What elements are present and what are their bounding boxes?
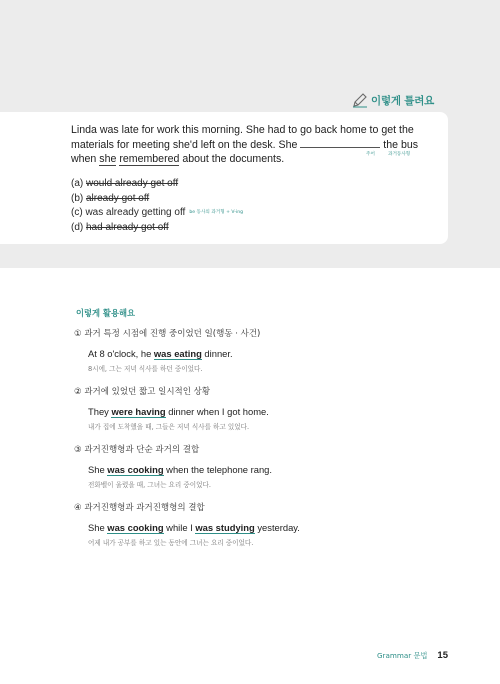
usage-item-3 — [74, 443, 374, 489]
usage-head: ① 과거 특정 시점에 진행 중이었던 일(행동 · 사건) — [74, 329, 261, 339]
option-c: (c) was already getting off $^{be 동사의 과거형 + V-ing}$ — [71, 207, 244, 218]
usage-title: 이렇게 활용해요 — [76, 308, 135, 318]
option-b: (b) already got off — [71, 192, 150, 204]
tag-label: 이렇게 틀려요 — [371, 94, 435, 107]
usage-translation: 전화벨이 울렸을 때, 그녀는 요리 중이었다. — [88, 481, 211, 489]
question-part3: about the documents. — [179, 153, 285, 165]
usage-example: She was cooking when the telephone rang. — [88, 464, 272, 475]
usage-translation: 어제 내가 공부를 하고 있는 동안에 그녀는 요리 중이었다. — [88, 539, 254, 547]
footer-label: Grammar 문법 — [376, 651, 428, 660]
subject-word: she — [99, 153, 117, 165]
answer-blank — [300, 138, 380, 148]
note-subject: 주어 — [366, 152, 375, 157]
usage-example: They were having dinner when I got home. — [88, 406, 269, 417]
option-a: (a) would already get off — [71, 178, 179, 189]
page-number: 15 — [437, 650, 448, 661]
option-c-note: be 동사의 과거형 + V-ing — [189, 210, 244, 215]
page-footer — [377, 650, 448, 661]
question-part1: Linda was late for work this morning. She had to go back home to get the materials for meeting she'd left on the desk. She — [71, 124, 414, 151]
options-list — [71, 177, 243, 235]
note-verb: 과거동사형 — [388, 152, 411, 157]
usage-example: At 8 o'clock, he was eating dinner. — [88, 348, 233, 359]
option-d: (d) had already got off — [71, 221, 169, 233]
verb-word: remembered — [119, 153, 180, 165]
usage-item-2 — [74, 385, 374, 431]
usage-item-4 — [74, 501, 374, 547]
usage-head: ② 과거에 있었던 짧고 일시적인 상황 — [74, 387, 211, 397]
usage-head: ③ 과거진행형과 단순 과거의 결합 — [74, 445, 200, 455]
usage-translation: 8시에, 그는 저녁 식사를 하던 중이었다. — [88, 365, 203, 373]
mistake-tag — [352, 92, 434, 108]
question-text — [71, 123, 441, 167]
pencil-icon — [352, 92, 368, 108]
usage-example: She was cooking while I was studying yesterday. — [88, 522, 300, 533]
usage-item-1 — [74, 327, 374, 373]
usage-translation: 내가 집에 도착했을 때, 그들은 저녁 식사를 하고 있었다. — [88, 423, 250, 431]
usage-head: ④ 과거진행형과 과거진행형의 결합 — [74, 503, 205, 513]
question-part2: the bus when — [71, 138, 419, 165]
